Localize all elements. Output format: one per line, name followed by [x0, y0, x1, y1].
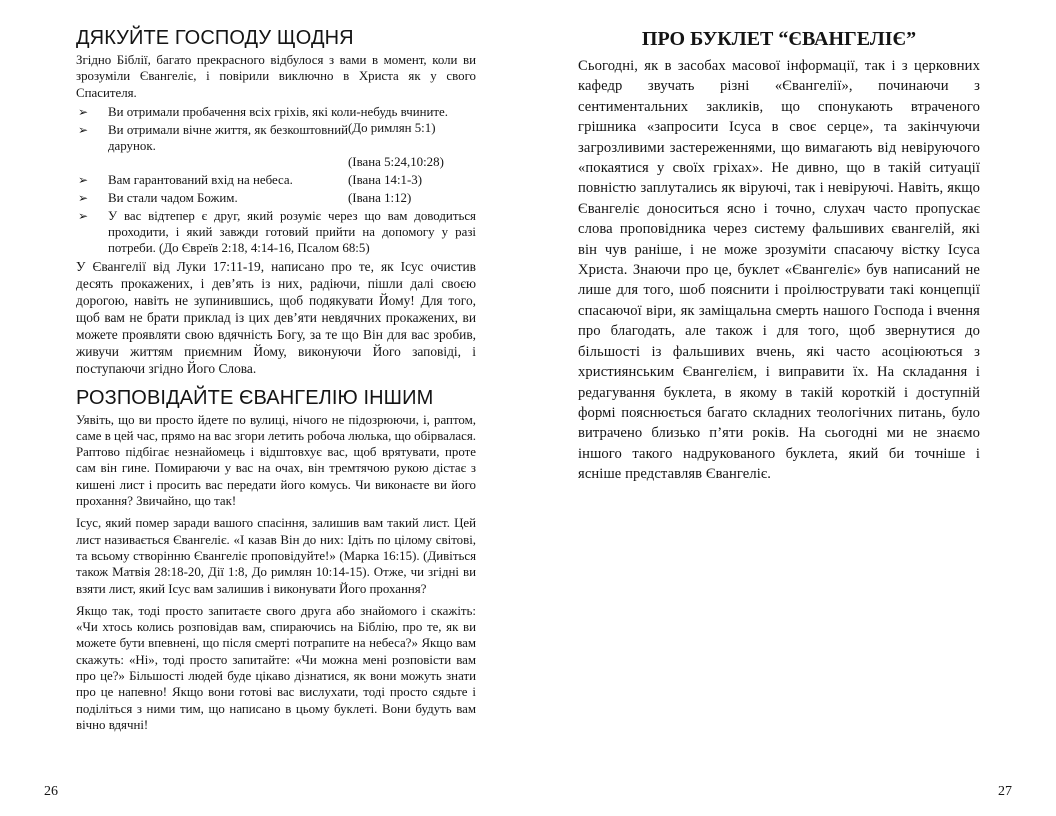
intro-paragraph: Згідно Біблії, багато прекрасного відбулося з вами в момент, коли ви зрозуміли Євангеліє, і повірили виключно в Христа як у свого Спасителя.: [76, 53, 476, 100]
section-title-share-gospel: РОЗПОВІДАЙТЕ ЄВАНГЕЛІЮ ІНШИМ: [76, 386, 434, 409]
right-page-column: [578, 26, 980, 485]
scripture-reference: (До римлян 5:1): [348, 120, 436, 135]
list-item: [76, 208, 476, 256]
list-item-text: Ви отримали пробачення всіх гріхів, які коли-небудь вчините.: [108, 104, 448, 119]
body-paragraph: Уявіть, що ви просто йдете по вулиці, нічого не підозрюючи, і, раптом, саме в цей час, прямо на вас згори летить робоча люлька, що обірвалася. Раптово підбігає незнайомець і відштовхує вас, щоб врятувати, проте сам він гине. Помираючи у вас на очах, він тремтячою рукою дістає з кишені лист і просить вас передати його комусь. Чи виконаєте ви його прохання? Звичайно, що так!: [76, 412, 476, 509]
scripture-reference: (Івана 5:24,10:28): [348, 154, 444, 169]
scripture-reference: (Івана 14:1-3): [348, 172, 423, 187]
section-title-about-booklet: ПРО БУКЛЕТ “ЄВАНГЕЛІЄ”: [641, 28, 917, 50]
list-item-text: Вам гарантований вхід на небеса.: [108, 172, 293, 187]
closing-paragraph: У Євангелії від Луки 17:11-19, написано про те, як Ісус очистив десять прокажених, і дев’ять із них, радіючи, пішли далі своєю дорогою, навіть не зупинившись, щоб подякувати Йому! Для того, щоб вам не брати приклад із цих дев’яти невдячних прокажених, ви можете проявляти свою вдячність Богу, за те що Він для вас зробив, живучи життям приємним Йому, виконуючи Його заповіді, і поступаючи згідно Його Слова.: [76, 258, 476, 377]
arrow-bullet-icon: ➢: [78, 122, 89, 137]
scripture-reference: (До Євреїв 2:18, 4:14-16, Псалом 68:5): [159, 240, 370, 255]
list-item: [76, 190, 476, 206]
left-page-column: [76, 26, 476, 733]
list-item: [76, 122, 476, 170]
list-item-text: Ви отримали вічне життя, як безкоштовний дарунок.: [108, 122, 348, 153]
page-number: 26: [44, 784, 58, 799]
arrow-bullet-icon: ➢: [78, 104, 89, 119]
arrow-bullet-icon: ➢: [78, 190, 89, 205]
body-paragraph: Якщо так, тоді просто запитаєте свого друга або знайомого і скажіть: «Чи хтось колись розповідав вам, спираючись на Біблію, про те, як ви можете бути впевнені, що після смерті потрапите на небеса?» Якщо вам скажуть: «Ні», тоді просто запитайте: «Чи можна мені розповісти вам про це?» Більшості людей буде цікаво дізнатися, як вони можуть знати про це напевно! Якщо вони готові вас вислухати, тоді просто сядьте і поділіться з ними тим, що написано в цьому буклеті. Вони будуть вам вічно вдячні!: [76, 603, 476, 732]
body-paragraph: Ісус, який помер заради вашого спасіння, залишив вам такий лист. Цей лист називається Євангеліє. «І казав Він до них: Ідіть по цілому світові, та всьому створінню Євангеліє проповідуйте!» (Марка 16:15). (Дивіться також Матвія 28:18-20, Дії 1:8, До римлян 10:14-15). Отже, чи згідні ви взяти лист, який Ісус вам залишив і виконувати Його прохання?: [76, 516, 476, 596]
list-item-text: У вас відтепер є друг, який розуміє через що вам доводиться проходити, і який завжди готовий прийти на допомогу у разі потреби.: [108, 208, 476, 255]
about-paragraph: Сьогодні, як в засобах масової інформації, так і з церковних кафедр звучать різні «Євангелії», починаючи з сентиментальних закликів, що спонукають втраченого грішника «запросити Ісуса в своє серце», та закінчуючи загрозливими застереженнями, що вимагають від невіруючого «покаятися у своїх гріхах». Не дивно, що в такій ситуації повністю заплутались як віруючі, так і невіруючі. Навіть, якщо Євангеліє доноситься ясно і точно, слухач часто пропускає слова проповідника через систему фальшивих євангелій, які він чув раніше, і не може зрозуміти спасаючу вістку Ісуса Христа. Знаючи про це, буклет «Євангеліє» був написаний не лише для того, шоб пояснити і проілюструвати такі концепції спасаючої віри, як заміщальна смерть нашого Господа і вчення про благодать, але також і для того, щоб звернутися до більшості із фальшивих вчень, які часто асоціюються з християнським Євангелієм, і виправити їх. На складання і редагування буклета, в якому в такій короткій і доступній формі пояснюється багато складних теологічних питань, було витрачено близько п’яти років. На сьогодні ми не знаємо іншого такого надрукованого буклета, який би точніше і ясніше представляв Євангеліє.: [578, 58, 980, 483]
list-item: [76, 104, 476, 135]
page-number: 27: [998, 784, 1012, 799]
scripture-reference: (Івана 1:12): [348, 190, 412, 205]
right-page: [528, 0, 1056, 816]
list-item: [76, 172, 476, 188]
section-title-thank-god: ДЯКУЙТЕ ГОСПОДУ ЩОДНЯ: [76, 27, 354, 49]
arrow-bullet-icon: ➢: [78, 208, 89, 223]
blessings-list: [76, 104, 476, 256]
arrow-bullet-icon: ➢: [78, 172, 89, 187]
list-item-text: Ви стали чадом Божим.: [108, 190, 238, 205]
